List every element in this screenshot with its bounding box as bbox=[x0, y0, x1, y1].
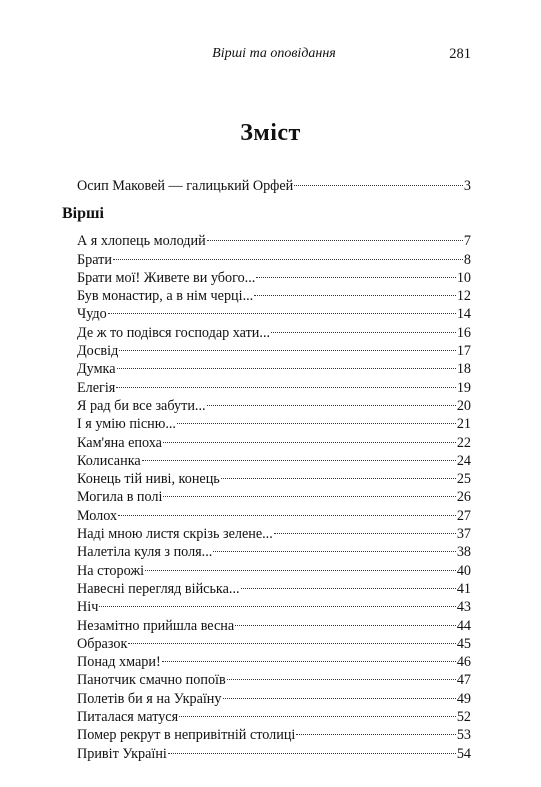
dot-leader bbox=[119, 337, 456, 355]
toc-entry-page: 52 bbox=[456, 709, 471, 726]
toc-entry-title: Був монастир, а в нім черці... bbox=[77, 288, 254, 305]
toc-entry-page: 10 bbox=[456, 269, 471, 286]
toc-entry-title: Осип Маковей — галицький Орфей bbox=[77, 178, 294, 195]
dot-leader bbox=[118, 501, 456, 519]
toc-entry-list bbox=[77, 227, 471, 762]
running-title: Вірші та оповідання bbox=[212, 46, 336, 61]
dot-leader bbox=[116, 373, 455, 391]
toc-entry-title: Налетіла куля з поля... bbox=[77, 544, 213, 561]
toc-entry-page: 38 bbox=[456, 544, 471, 561]
dot-leader bbox=[296, 721, 455, 739]
dot-leader bbox=[117, 355, 456, 373]
toc-entry-page: 7 bbox=[463, 233, 471, 250]
dot-leader bbox=[235, 611, 456, 629]
toc-entry-title: Де ж то подівся господар хати... bbox=[77, 324, 271, 341]
dot-leader bbox=[142, 447, 456, 465]
dot-leader bbox=[128, 630, 455, 648]
toc-entry[interactable] bbox=[77, 355, 471, 378]
toc-entry-title: Наді мною листя скрізь зелене... bbox=[77, 526, 273, 543]
toc-intro-entry[interactable] bbox=[77, 172, 471, 195]
toc-entry-title: Брати bbox=[77, 251, 112, 268]
toc-entry[interactable] bbox=[77, 630, 471, 652]
toc-entry-title: Навесні перегляд війська... bbox=[77, 580, 240, 597]
dot-leader bbox=[162, 648, 456, 666]
toc-entry-page: 41 bbox=[456, 580, 471, 597]
dot-leader bbox=[163, 483, 455, 501]
toc-entry-page: 26 bbox=[456, 489, 471, 506]
toc-entry-page: 24 bbox=[456, 452, 471, 469]
toc-entry-page: 43 bbox=[456, 599, 471, 616]
page-number: 281 bbox=[449, 46, 471, 62]
dot-leader bbox=[113, 245, 463, 263]
toc-entry-title: Брати мої! Живете ви убого... bbox=[77, 269, 256, 286]
dot-leader bbox=[221, 465, 456, 483]
toc-entry-title: А я хлопець молодий bbox=[77, 233, 206, 250]
toc-entry-title: Панотчик смачно попоїв bbox=[77, 672, 226, 689]
toc-entry[interactable] bbox=[77, 227, 471, 250]
toc-entry-title: Молох bbox=[77, 507, 118, 524]
toc-entry-title: Образок bbox=[77, 635, 128, 652]
dot-leader bbox=[274, 520, 456, 538]
dot-leader bbox=[223, 684, 456, 702]
toc-entry-title: І я умію пісню... bbox=[77, 416, 176, 433]
toc-entry-page: 3 bbox=[463, 178, 471, 195]
toc-entry[interactable] bbox=[77, 593, 471, 616]
toc-entry-title: Елегія bbox=[77, 379, 116, 396]
toc-entry-page: 14 bbox=[456, 306, 471, 323]
toc-entry-title: Могила в полі bbox=[77, 489, 163, 506]
dot-leader bbox=[207, 227, 463, 245]
toc-entry[interactable] bbox=[77, 337, 471, 360]
dot-leader bbox=[254, 282, 456, 300]
toc-entry-page: 19 bbox=[456, 379, 471, 396]
dot-leader bbox=[256, 264, 455, 282]
dot-leader bbox=[294, 172, 463, 190]
running-header bbox=[77, 46, 471, 66]
toc-entry[interactable] bbox=[77, 648, 471, 671]
toc-entry-title: Думка bbox=[77, 361, 116, 378]
dot-leader bbox=[163, 428, 456, 446]
toc-entry[interactable] bbox=[77, 300, 471, 323]
toc-entry-page: 54 bbox=[456, 745, 471, 762]
toc-entry[interactable] bbox=[77, 318, 471, 341]
toc-entry-page: 46 bbox=[456, 654, 471, 671]
toc-entry-title: Кам'яна епоха bbox=[77, 434, 162, 451]
dot-leader bbox=[207, 392, 456, 410]
toc-entry[interactable] bbox=[77, 611, 471, 634]
toc-entry-title: Конець тій ниві, конець bbox=[77, 471, 220, 488]
toc-entry-page: 20 bbox=[456, 397, 471, 414]
toc-entry-page: 25 bbox=[456, 471, 471, 488]
dot-leader bbox=[108, 300, 456, 318]
dot-leader bbox=[145, 556, 456, 574]
toc-entry-page: 12 bbox=[456, 288, 471, 305]
toc-entry-page: 45 bbox=[456, 635, 471, 652]
toc-entry[interactable] bbox=[77, 373, 471, 396]
toc-entry-page: 44 bbox=[456, 617, 471, 634]
dot-leader bbox=[227, 666, 456, 684]
toc-entry-title: Незамітно прийшла весна bbox=[77, 617, 235, 634]
toc-entry-title: Ніч bbox=[77, 599, 99, 616]
dot-leader bbox=[179, 703, 456, 721]
section-heading: Вірші bbox=[62, 205, 104, 222]
toc-heading: Зміст bbox=[240, 120, 301, 146]
toc-entry-title: Питалася матуся bbox=[77, 709, 179, 726]
toc-entry[interactable] bbox=[77, 245, 471, 268]
dot-leader bbox=[271, 318, 456, 336]
dot-leader bbox=[177, 410, 456, 428]
dot-leader bbox=[168, 739, 456, 757]
toc-entry[interactable] bbox=[77, 501, 471, 524]
dot-leader bbox=[241, 575, 456, 593]
toc-entry-title: Я рад би все забути... bbox=[77, 397, 206, 414]
toc-entry-page: 53 bbox=[456, 727, 471, 744]
toc-entry[interactable] bbox=[77, 264, 471, 286]
toc-entry-title: Помер рекрут в непривітній столиці bbox=[77, 727, 296, 744]
toc-entry-title: На сторожі bbox=[77, 562, 145, 579]
toc-entry-title: Полетів би я на Україну bbox=[77, 690, 222, 707]
toc-entry-page: 8 bbox=[463, 251, 471, 268]
toc-entry-title: Привіт Україні bbox=[77, 745, 167, 762]
toc-entry-page: 27 bbox=[456, 507, 471, 524]
toc-entry[interactable] bbox=[77, 520, 471, 543]
toc-entry-page: 17 bbox=[456, 343, 471, 360]
toc-entry-page: 21 bbox=[456, 416, 471, 433]
toc-entry-page: 22 bbox=[456, 434, 471, 451]
toc-entry-title: Досвід bbox=[77, 343, 119, 360]
dot-leader bbox=[213, 538, 455, 556]
toc-entry-page: 47 bbox=[456, 672, 471, 689]
dot-leader bbox=[99, 593, 455, 611]
toc-entry-title: Чудо bbox=[77, 306, 107, 323]
toc-entry[interactable] bbox=[77, 392, 471, 414]
toc-entry-page: 49 bbox=[456, 690, 471, 707]
toc-entry-page: 37 bbox=[456, 526, 471, 543]
toc-entry-page: 40 bbox=[456, 562, 471, 579]
toc-entry-page: 18 bbox=[456, 361, 471, 378]
toc-entry-title: Понад хмари! bbox=[77, 654, 161, 671]
toc-entry-title: Колисанка bbox=[77, 452, 141, 469]
toc-entry-page: 16 bbox=[456, 324, 471, 341]
